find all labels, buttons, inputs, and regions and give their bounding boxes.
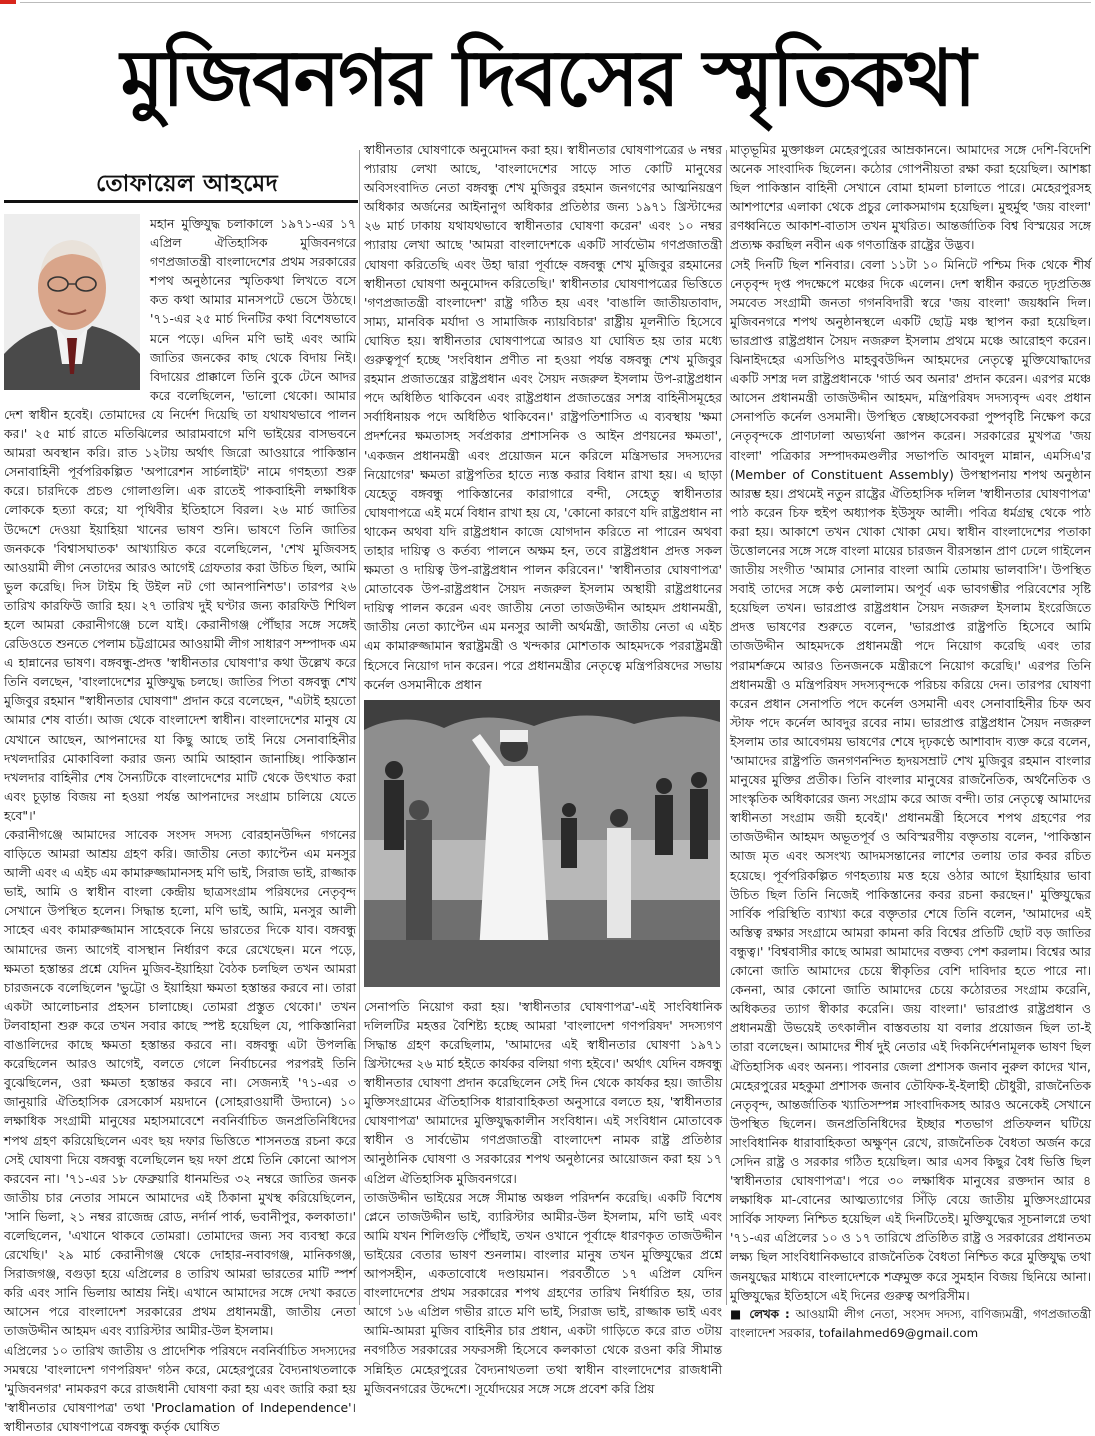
byline-rule	[4, 200, 358, 203]
paragraph: স্বাধীনতার ঘোষণাকে অনুমোদন করা হয়। স্বাধীনতার ঘোষণাপত্রের ৬ নম্বর প্যারায় লেখা আছে, 'বাংলাদেশের সাড়ে সাত কোটি মানুষের অবিসংবাদিত নেতা বঙ্গবন্ধু শেখ মুজিবুর রহমান জনগণের আত্মনিয়ন্ত্রণ অধিকার অর্জনের আইনানুগ অধিকার প্রতিষ্ঠার জন্য ১৯৭১ খ্রিস্টাব্দের ২৬ মার্চ ঢাকায় যথাযথভাবে স্বাধীনতার ঘোষণা করেন' এবং ১০ নম্বর প্যারায় লেখা আছে 'আমরা বাংলাদেশকে একটি সার্বভৌম গণপ্রজাতন্ত্রী ঘোষণা করিতেছি এবং উহা দ্বারা পূর্বাহ্নে বঙ্গবন্ধু শেখ মুজিবুর রহমানের স্বাধীনতা ঘোষণা অনুমোদন করিতেছি।' স্বাধীনতার ঘোষণাপত্রের ভিত্তিতে 'গণপ্রজাতন্ত্রী বাংলাদেশ' রাষ্ট্র গঠিত হয় এবং 'বাঙালি জাতীয়তাবাদ, সাম্য, মানবিক মর্যাদা ও সামাজিক ন্যায়বিচার' রাষ্ট্রীয় মূলনীতি হিসেবে ঘোষিত হয়। স্বাধীনতার ঘোষণাপত্রে আরও যা ঘোষিত হয় তার মধ্যে গুরুত্বপূর্ণ হচ্ছে 'সংবিধান প্রণীত না হওয়া পর্যন্ত বঙ্গবন্ধু শেখ মুজিবুর রহমান প্রজাতন্ত্রের রাষ্ট্রপ্রধান এবং সৈয়দ নজরুল ইসলাম উপ-রাষ্ট্রপ্রধান পদে অধিষ্ঠিত থাকিবেন এবং রাষ্ট্রপ্রধান প্রজাতন্ত্রের সশস্ত্র বাহিনীসমূহের সর্বাধিনায়ক পদে অধিষ্ঠিত থাকিবেন।' রাষ্ট্রপতিশাসিত এ ব্যবস্থায় 'ক্ষমা প্রদর্শনের ক্ষমতাসহ সর্বপ্রকার প্রশাসনিক ও আইন প্রণয়নের ক্ষমতা', 'একজন প্রধানমন্ত্রী এবং প্রয়োজন মনে করিলে মন্ত্রিসভার সদস্যদের নিয়োগের' ক্ষমতা রাষ্ট্রপতির হাতে ন্যস্ত করার বিধান রাখা হয়। এ ছাড়া যেহেতু বঙ্গবন্ধু পাকিস্তানের কারাগারে বন্দী, সেহেতু স্বাধীনতার ঘোষণাপত্রে এই মর্মে বিধান রাখা হয় যে, 'কোনো কারণে যদি রাষ্ট্রপ্রধান না থাকেন অথবা যদি রাষ্ট্রপ্রধান কাজে যোগদান করিতে না পারেন অথবা তাহার দায়িত্ব ও কর্তব্য পালনে অক্ষম হন, তবে রাষ্ট্রপ্রধান প্রদত্ত সকল ক্ষমতা ও দায়িত্ব উপ-রাষ্ট্রপ্রধান পালন করিবেন।' 'স্বাধীনতার ঘোষণাপত্র' মোতাবেক উপ-রাষ্ট্রপ্রধান সৈয়দ নজরুল ইসলাম অস্থায়ী রাষ্ট্রপ্রধানের দায়িত্ব পালন করেন এবং জাতীয় নেতা তাজউদ্দীন আহমদ প্রধানমন্ত্রী, জাতীয় নেতা ক্যাপ্টেন এম মনসুর আলী অর্থমন্ত্রী, জাতীয় নেতা এ এইচ এম কামারুজ্জামান স্বরাষ্ট্রমন্ত্রী ও খন্দকার মোশতাক আহমদকে পররাষ্ট্রমন্ত্রী হিসেবে নিয়োগ দান করেন। পরে প্রধানমন্ত্রীর নেতৃত্বে মন্ত্রিপরিষদের সভায় কর্নেল ওসমানীকে প্রধান	[364, 142, 722, 692]
red-accent-marker	[0, 0, 16, 4]
paragraph: মহান মুক্তিযুদ্ধ চলাকালে ১৯৭১-এর ১৭ এপ্রিল ঐতিহাসিক মুজিবনগরে গণপ্রজাতন্ত্রী বাংলাদেশের প্রথম সরকারের শপথ অনুষ্ঠানের স্মৃতিকথা লিখতে বসে কত কথা আমার মানসপটে ভেসে উঠছে। '৭১-এর ২৫ মার্চ দিনটির কথা বিশেষভাবে মনে পড়ে। এদিন মণি ভাই এবং আমি জাতির জনকের কাছ থেকে বিদায় নিই। বিদায়ের প্রাক্কালে তিনি বুকে টেনে আদর করে বলেছিলেন, 'ভালো থেকো। আমার দেশ স্বাধীন হবেই। তোমাদের যে নির্দেশ দিয়েছি তা যথাযথভাবে পালন কর।' ২৫ মার্চ রাতে মতিঝিলের আরামবাগে মণি ভাইয়ের বাসভবনে আমরা অবস্থান করি। রাত ১২টায় অর্থাৎ জিরো আওয়ারে পাকিস্তান সেনাবাহিনী পূর্বপরিকল্পিত 'অপারেশন সার্চলাইট' নামে গণহত্যা শুরু করে। চারদিকে প্রচণ্ড গোলাগুলি। এক রাতেই পাকবাহিনী লক্ষাধিক লোককে হত্যা করে; যা পৃথিবীর ইতিহাসে বিরল। ২৬ মার্চ জাতির উদ্দেশে দেওয়া ইয়াহিয়া খানের ভাষণ শুনি। ভাষণে তিনি জাতির জনককে 'বিশ্বাসঘাতক' আখ্যায়িত করে বলেছিলেন, 'শেখ মুজিবসহ আওয়ামী লীগ নেতাদের আরও আগেই গ্রেফতার করা উচিত ছিল, আমি ভুল করেছি। দিস টাইম হি উইল নট গো আনপানিশড'। তারপর ২৬ তারিখ কারফিউ জারি হয়। ২৭ তারিখ দুই ঘণ্টার জন্য কারফিউ শিথিল হলে আমরা কেরানীগঞ্জে চলে যাই। কেরানীগঞ্জ পৌঁছার সঙ্গে সঙ্গেই রেডিওতে শুনতে পেলাম চট্টগ্রামের আওয়ামী লীগ সাধারণ সম্পাদক এম এ হান্নানের ভাষণ। বঙ্গবন্ধু-প্রদত্ত 'স্বাধীনতার ঘোষণা'র কথা উল্লেখ করে তিনি বলছেন, 'বাংলাদেশের মুক্তিযুদ্ধ চলছে। জাতির পিতা বঙ্গবন্ধু শেখ মুজিবুর রহমান "স্বাধীনতার ঘোষণা" প্রদান করে বলেছেন, "এটাই হয়তো আমার শেষ বার্তা। আজ থেকে বাংলাদেশ স্বাধীন। বাংলাদেশের মানুষ যে যেখানে আছেন, আপনাদের যা কিছু আছে তাই নিয়ে সেনাবাহিনীর দখলদারির মোকাবিলা করার জন্য আমি আহ্বান জানাচ্ছি। পাকিস্তান দখলদার বাহিনীর শেষ সৈন্যটিকে বাংলাদেশের মাটি থেকে উৎখাত করা এবং চূড়ান্ত বিজয় না হওয়া পর্যন্ত আপনাদের সংগ্রাম চালিয়ে যেতে হবে"।'	[4, 216, 356, 823]
paragraph: কেরানীগঞ্জে আমাদের সাবেক সংসদ সদস্য বোরহানউদ্দিন গগনের বাড়িতে আমরা আশ্রয় গ্রহণ করি। জাতীয় নেতা ক্যাপ্টেন এম মনসুর আলী এবং এ এইচ এম কামারুজ্জামানসহ মণি ভাই, সিরাজ ভাই, রাজ্জাক ভাই, আমি ও স্বাধীন বাংলা কেন্দ্রীয় ছাত্রসংগ্রাম পরিষদের নেতৃবৃন্দ সেখানে উপস্থিত হলেন। সিদ্ধান্ত হলো, মণি ভাই, আমি, মনসুর আলী সাহেব এবং কামারুজ্জামান সাহেবকে নিয়ে ভারতের দিকে যাব। বঙ্গবন্ধু আমাদের জন্য আগেই বাসস্থান নির্ধারণ করে রেখেছেন। মনে পড়ে, ক্ষমতা হস্তান্তর প্রশ্নে যেদিন মুজিব-ইয়াহিয়া বৈঠক চলছিল তখন আমরা চারজনকে বলেছিলেন 'ভুট্টো ও ইয়াহিয়া ক্ষমতা হস্তান্তর করবে না। তারা একটা আলোচনার প্রহসন চালাচ্ছে। তোমরা প্রস্তুত থেকো।' তখন টলবাহানা শুরু করে তখন সবার কাছে স্পষ্ট হয়েছিল যে, পাকিস্তানিরা বাঙালিদের কাছে ক্ষমতা হস্তান্তর করবে না। বঙ্গবন্ধু এটা উপলব্ধি করেছিলেন আরও আগেই, বলতে গেলে নির্বাচনের পরপরই তিনি বুঝেছিলেন, ওরা ক্ষমতা হস্তান্তর করবে না। সেজন্যই '৭১-এর ৩ জানুয়ারি ঐতিহাসিক রেসকোর্স ময়দানে (সোহরাওয়ার্দী উদ্যানে) ১০ লক্ষাধিক সংগ্রামী মানুষের মহাসমাবেশে নবনির্বাচিত জনপ্রতিনিধিদের শপথ গ্রহণ করিয়েছিলেন এবং ছয় দফার ভিত্তিতে শাসনতন্ত্র রচনা করে সেই ঘোষণা দিয়ে বঙ্গবন্ধু বলেছিলেন ছয় দফা প্রশ্নে তিনি কোনো আপস করবেন না। '৭১-এর ১৮ ফেব্রুয়ারি ধানমন্ডির ৩২ নম্বরে জাতির জনক জাতীয় চার নেতার সামনে আমাদের এই ঠিকানা মুখস্থ করিয়েছিলেন, 'সানি ভিলা, ২১ নম্বর রাজেন্দ্র রোড, নর্দার্ন পার্ক, ভবানীপুর, কলকাতা।' বলেছিলেন, 'এখানে থাকবে তোমরা। তোমাদের জন্য সব ব্যবস্থা করে রেখেছি।' ২৯ মার্চ কেরানীগঞ্জ থেকে দোহার-নবাবগঞ্জ, মানিকগঞ্জ, সিরাজগঞ্জ, বগুড়া হয়ে এপ্রিলের ৪ তারিখ আমরা ভারতের মাটি স্পর্শ করি এবং সানি ভিলায় আশ্রয় নিই। এখানে আমাদের সঙ্গে দেখা করতে আসেন পরে বাংলাদেশ সরকারের প্রথম প্রধানমন্ত্রী, জাতীয় নেতা তাজউদ্দীন আহমদ এবং ব্যারিস্টার আমীর-উল ইসলাম।	[4, 827, 356, 1339]
article-column-1	[4, 214, 356, 1434]
headline: মুজিবনগর দিবসের স্মৃতিকথা	[120, 33, 975, 124]
byline: তোফায়েল আহমেদ	[96, 171, 279, 197]
paragraph: এপ্রিলের ১০ তারিখ জাতীয় ও প্রাদেশিক পরিষদে নবনির্বাচিত সদস্যদের সমন্বয়ে 'বাংলাদেশ গণপরিষদ' গঠন করে, মেহেরপুরের বৈদ্যনাথতলাকে 'মুজিবনগর' নামকরণ করে রাজধানী ঘোষণা করা হয় এবং জারি করা হয় 'স্বাধীনতার ঘোষণাপত্র' তথা 'Proclamation of Independence'। স্বাধীনতার ঘোষণাপত্রে বঙ্গবন্ধু কর্তৃক ঘোষিত	[4, 1342, 356, 1434]
paragraph: মাতৃভূমির মুক্তাঞ্চল মেহেরপুরের আম্রকাননে। আমাদের সঙ্গে দেশি-বিদেশি অনেক সাংবাদিক ছিলেন। কঠোর গোপনীয়তা রক্ষা করা হয়েছিল। আশঙ্কা ছিল পাকিস্তান বাহিনী সেখানে বোমা হামলা চালাতে পারে। মেহেরপুরসহ আশপাশের এলাকা থেকে প্রচুর লোকসমাগম হয়েছিল। মুহুর্মুহু 'জয় বাংলা' রণধ্বনিতে আকাশ-বাতাস তখন মুখরিত। আন্তর্জাতিক বিশ্ব বিস্ময়ের সঙ্গে প্রত্যক্ষ করছিল নবীন এক গণতান্ত্রিক রাষ্ট্রের উদ্ভব।	[730, 142, 1091, 253]
article-column-3	[730, 140, 1092, 1340]
author-portrait-photo	[4, 214, 140, 390]
top-rule	[20, 2, 1091, 3]
paragraph: তাজউদ্দীন ভাইয়ের সঙ্গে সীমান্ত অঞ্চল পরিদর্শন করেছি। একটি বিশেষ প্লেনে তাজউদ্দীন ভাই, ব্যারিস্টার আমীর-উল ইসলাম, মণি ভাই এবং আমি যখন শিলিগুড়ি পৌঁছাই, তখন ওখানে পূর্বাহ্নে ধারণকৃত তাজউদ্দীন ভাইয়ের বেতার ভাষণ শুনলাম। বাংলার মানুষ তখন মুক্তিযুদ্ধের প্রশ্নে আপসহীন, একতাবোধে দণ্ডায়মান। পরবর্তীতে ১৭ এপ্রিল যেদিন বাংলাদেশের প্রথম সরকারের শপথ গ্রহণের তারিখ নির্ধারিত হয়, তার আগে ১৬ এপ্রিল গভীর রাতে মণি ভাই, সিরাজ ভাই, রাজ্জাক ভাই এবং আমি-আমরা মুজিব বাহিনীর চার প্রধান, একটা গাড়িতে করে রাত ৩টায় নবগঠিত সরকারের সফরসঙ্গী হিসেবে কলকাতা থেকে রওনা করি সীমান্ত সন্নিহিত মেহেরপুরের বৈদ্যনাথতলা তথা স্বাধীন বাংলাদেশের রাজধানী মুজিবনগরের উদ্দেশে। সূর্যোদয়ের সঙ্গে সঙ্গে প্রবেশ করি প্রিয়	[364, 1189, 722, 1396]
paragraph: সেই দিনটি ছিল শনিবার। বেলা ১১টা ১০ মিনিটে পশ্চিম দিক থেকে শীর্ষ নেতৃবৃন্দ দৃপ্ত পদক্ষেপে মঞ্চের দিকে এলেন। দেশ স্বাধীন করতে দৃঢ়প্রতিজ্ঞ সমবেত সংগ্রামী জনতা গগনবিদারী স্বরে 'জয় বাংলা' জয়ধ্বনি দিল। মুজিবনগরে শপথ অনুষ্ঠানস্থলে একটি ছোট্ট মঞ্চ স্থাপন করা হয়েছিল। ভারপ্রাপ্ত রাষ্ট্রপ্রধান সৈয়দ নজরুল ইসলাম প্রথমে মঞ্চে আরোহণ করেন। ঝিনাইদহের এসডিপিও মাহবুবউদ্দিন আহমদের নেতৃত্বে মুক্তিযোদ্ধাদের একটি সশস্ত্র দল রাষ্ট্রপ্রধানকে 'গার্ড অব অনার' প্রদান করেন। এরপর মঞ্চে আসেন প্রধানমন্ত্রী তাজউদ্দীন আহমদ, মন্ত্রিপরিষদ সদস্যবৃন্দ এবং প্রধান সেনাপতি কর্নেল ওসমানী। উপস্থিত স্বেচ্ছাসেবকরা পুষ্পবৃষ্টি নিক্ষেপ করে নেতৃবৃন্দকে প্রাণঢালা অভ্যর্থনা জ্ঞাপন করেন। সরকারের মুখপত্র 'জয় বাংলা' পত্রিকার সম্পাদকমণ্ডলীর সভাপতি আবদুল মান্নান, এমসিএ'র (Member of Constituent Assembly) উপস্থাপনায় শপথ অনুষ্ঠান আরম্ভ হয়। প্রথমেই নতুন রাষ্ট্রের ঐতিহাসিক দলিল 'স্বাধীনতার ঘোষণাপত্র' পাঠ করেন চিফ হুইপ অধ্যাপক ইউসুফ আলী। পবিত্র ধর্মগ্রন্থ থেকে পাঠ করা হয়। আকাশে তখন খোকা খোকা মেঘ। স্বাধীন বাংলাদেশের পতাকা উত্তোলনের সঙ্গে সঙ্গে বাংলা মায়ের চারজন বীরসন্তান প্রাণ ঢেলে গাইলেন জাতীয় সংগীত 'আমার সোনার বাংলা আমি তোমায় ভালবাসি'। উপস্থিত সবাই তাদের সঙ্গে কণ্ঠ মেলালাম। অপূর্ব এক ভাবগম্ভীর পরিবেশের সৃষ্টি হয়েছিল তখন। ভারপ্রাপ্ত রাষ্ট্রপ্রধান সৈয়দ নজরুল ইসলাম ইংরেজিতে প্রদত্ত ভাষণের শুরুতে বলেন, 'ভারপ্রাপ্ত রাষ্ট্রপতি হিসেবে আমি তাজউদ্দীন আহমদকে প্রধানমন্ত্রী পদে নিয়োগ করেছি এবং তার পরামর্শক্রমে আরও তিনজনকে মন্ত্রীরূপে নিয়োগ করেছি।' এরপর তিনি প্রধানমন্ত্রী ও মন্ত্রিপরিষদ সদস্যবৃন্দকে পরিচয় করিয়ে দেন। তারপর ঘোষণা করেন প্রধান সেনাপতি পদে কর্নেল ওসমানী এবং সেনাবাহিনীর চিফ অব স্টাফ পদে কর্নেল আবদুর রবের নাম। ভারপ্রাপ্ত রাষ্ট্রপ্রধান সৈয়দ নজরুল ইসলাম তার আবেগময় ভাষণের শেষে দৃঢ়কণ্ঠে আশাবাদ ব্যক্ত করে বলেন, 'আমাদের রাষ্ট্রপতি জনগণনন্দিত হৃদয়সম্রাট শেখ মুজিবুর রহমান বাংলার মানুষের মুক্তির প্রতীক। তিনি বাংলার মানুষের রাজনৈতিক, অর্থনৈতিক ও সাংস্কৃতিক অধিকারের জন্য সংগ্রাম করে আজ বন্দী। তার নেতৃত্বে আমাদের স্বাধীনতা সংগ্রাম জয়ী হবেই।' প্রধানমন্ত্রী হিসেবে শপথ গ্রহণের পর তাজউদ্দীন আহমদ অভূতপূর্ব ও অবিস্মরণীয় বক্তৃতায় বলেন, 'পাকিস্তান আজ মৃত এবং অসংখ্য আদমসন্তানের লাশের তলায় তার কবর রচিত হয়েছে। পূর্বপরিকল্পিত গণহত্যায় মত্ত হয়ে ওঠার আগে ইয়াহিয়ার ভাবা উচিত ছিল তিনি নিজেই পাকিস্তানের কবর রচনা করছেন।' মুক্তিযুদ্ধের সার্বিক পরিস্থিতি ব্যাখ্যা করে বক্তৃতার শেষে তিনি বলেন, 'আমাদের এই অস্তিত্ব রক্ষার সংগ্রামে আমরা কামনা করি বিশ্বের প্রতিটি ছোট বড় জাতির বন্ধুত্ব।' 'বিশ্ববাসীর কাছে আমরা আমাদের বক্তব্য পেশ করলাম। বিশ্বের আর কোনো জাতি আমাদের চেয়ে স্বীকৃতির বেশি দাবিদার হতে পারে না। কেননা, আর কোনো জাতি আমাদের চেয়ে কঠোরতর সংগ্রাম করেনি, অধিকতর ত্যাগ স্বীকার করেনি। জয় বাংলা।' ভারপ্রাপ্ত রাষ্ট্রপ্রধান ও প্রধানমন্ত্রী উভয়েই তৎকালীন বাস্তবতায় যা বলার প্রয়োজন ছিল তা-ই তারা বলেছেন। আমাদের শীর্ষ দুই নেতার এই দিকনির্দেশনামূলক ভাষণ ছিল ঐতিহাসিক এবং অনন্য। পাবনার জেলা প্রশাসক জনাব নুরুল কাদের খান, মেহেরপুরের মহকুমা প্রশাসক জনাব তৌফিক-ই-ইলাহী চৌধুরী, রাজনৈতিক নেতৃবৃন্দ, আন্তর্জাতিক খ্যাতিসম্পন্ন সাংবাদিকসহ আরও অনেকেই সেখানে উপস্থিত ছিলেন। জনপ্রতিনিধিদের ইচ্ছার শতভাগ প্রতিফলন ঘটিয়ে সাংবিধানিক ধারাবাহিকতা অক্ষুণ্ন রেখে, রাজনৈতিক বৈধতা অর্জন করে সেদিন রাষ্ট্র ও সরকার গঠিত হয়েছিল। আর এসব কিছুর বৈধ ভিত্তি ছিল 'স্বাধীনতার ঘোষণাপত্র'। পরে ৩০ লক্ষাধিক মানুষের রক্তদান আর ৪ লক্ষাধিক মা-বোনের আত্মত্যাগের সিঁড়ি বেয়ে জাতীয় মুক্তিসংগ্রামের সার্বিক সাফল্য নিশ্চিত হয়েছিল এই দিনটিতেই। মুক্তিযুদ্ধের সূচনালগ্নে তথা '৭১-এর এপ্রিলের ১০ ও ১৭ তারিখে প্রতিষ্ঠিত রাষ্ট্র ও সরকারের প্রধানতম লক্ষ্য ছিল সাংবিধানিকভাবে রাজনৈতিক বৈধতা নিশ্চিত করে মুক্তিযুদ্ধ তথা জনযুদ্ধের মাধ্যমে বাংলাদেশকে শত্রুমুক্ত করে সুমহান বিজয় ছিনিয়ে আনা। মুক্তিযুদ্ধের ইতিহাসে এই দিনের গুরুত্ব অপরিসীম।	[730, 256, 1091, 1303]
mujibnagar-ceremony-photo	[364, 700, 720, 987]
signature-label: ■ লেখক :	[730, 1306, 790, 1321]
signature-text: আওয়ামী লীগ নেতা, সংসদ সদস্য, বাণিজ্যমন্ত্রী, গণপ্রজাতন্ত্রী বাংলাদেশ সরকার, tofailahmed69@gmail.com	[730, 1306, 1092, 1340]
article-column-2	[364, 140, 722, 1396]
paragraph: সেনাপতি নিয়োগ করা হয়। 'স্বাধীনতার ঘোষণাপত্র'-এই সাংবিধানিক দলিলটির মহত্তর বৈশিষ্ট্য হচ্ছে আমরা 'বাংলাদেশ গণপরিষদ' সদস্যগণ সিদ্ধান্ত গ্রহণ করেছিলাম, 'আমাদের এই স্বাধীনতার ঘোষণা ১৯৭১ খ্রিস্টাব্দের ২৬ মার্চ হইতে কার্যকর বলিয়া গণ্য হইবে।' অর্থাৎ যেদিন বঙ্গবন্ধু স্বাধীনতার ঘোষণা প্রদান করেছিলেন সেই দিন থেকে কার্যকর হয়। জাতীয় মুক্তিসংগ্রামের ঐতিহাসিক ধারাবাহিকতা অনুসারে বলতে হয়, 'স্বাধীনতার ঘোষণাপত্র' আমাদের মুক্তিযুদ্ধকালীন সংবিধান। এই সংবিধান মোতাবেক স্বাধীন ও সার্বভৌম গণপ্রজাতন্ত্রী বাংলাদেশ নামক রাষ্ট্র প্রতিষ্ঠার আনুষ্ঠানিক ঘোষণা ও সরকারের শপথ অনুষ্ঠানের আয়োজন করা হয় ১৭ এপ্রিল ঐতিহাসিক মুজিবনগরে।	[364, 998, 722, 1186]
column-divider	[359, 150, 360, 1305]
column-divider	[726, 150, 727, 1305]
author-portrait-icon	[4, 214, 140, 390]
author-signature	[730, 1305, 1091, 1343]
